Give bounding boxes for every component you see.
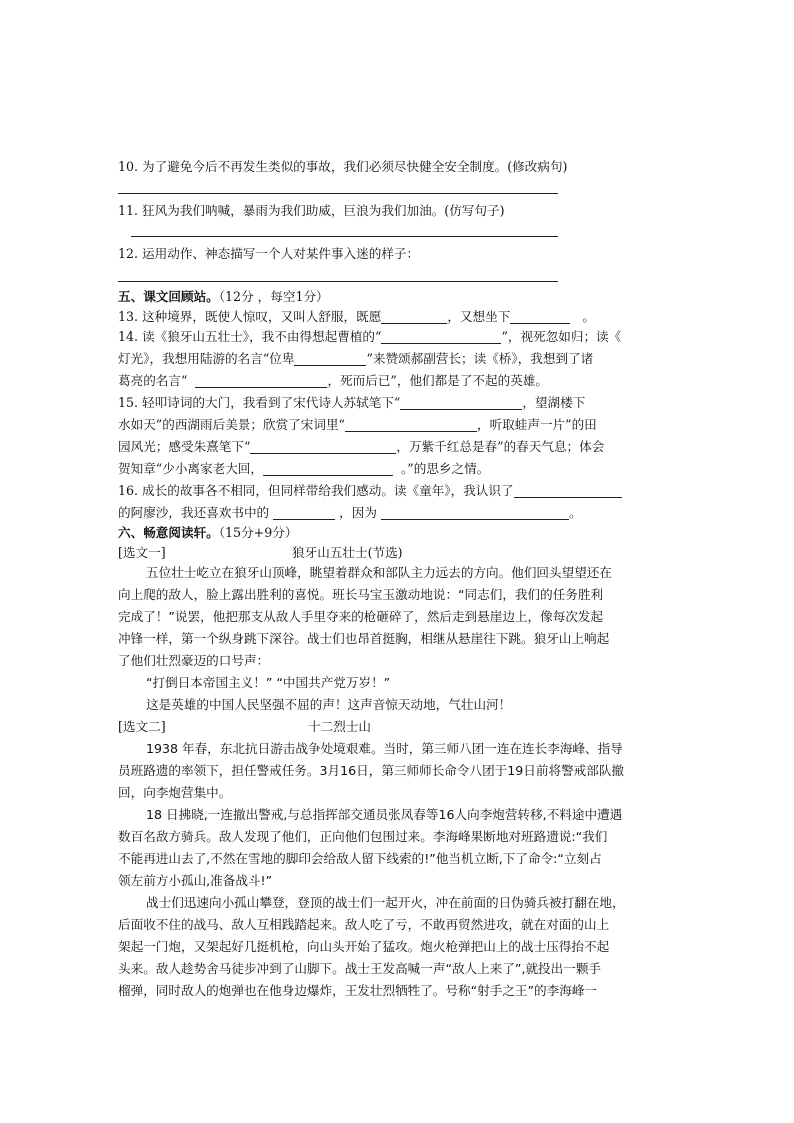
section-5-score: （12分 ，每空1分） <box>218 289 329 304</box>
q14-blank-2[interactable] <box>294 352 366 366</box>
q16-blank-2[interactable] <box>273 506 335 520</box>
answer-line-10[interactable] <box>118 193 558 194</box>
q15-text-4a: 贺知章“少小离家老大回， <box>118 461 263 476</box>
question-15-line-4 <box>118 460 489 478</box>
passage-2-p3-line-1: 战士们迅速向小孤山攀登，登顶的战士们一起开火，冲在前面的日伪骑兵被打翻在地， <box>146 895 625 910</box>
question-14-line-2 <box>118 350 593 368</box>
section-6-heading <box>118 524 297 542</box>
passage-1-line-4: 冲锋一样，第一个纵身跳下深谷。战士们也昂首挺胸，相继从悬崖往下跳。狼牙山上响起 <box>118 631 610 646</box>
q14-text-2b: ”来赞颂郝副营长；读《桥》，我想到了诸 <box>366 351 594 366</box>
passage-2-title: 十二烈士山 <box>308 719 371 734</box>
answer-line-11[interactable] <box>131 236 558 237</box>
passage-1-title-text: 狼牙山五壮士 <box>292 545 368 560</box>
question-10: 10. 为了避免今后不再发生类似的事故，我们必须尽快健全安全制度。(修改病句) <box>118 159 568 174</box>
q15-text-4b: 。”的思乡之情。 <box>401 461 490 476</box>
q13-blank-1[interactable] <box>381 310 447 324</box>
q13-text-b: ，又想坐下 <box>447 309 511 324</box>
passage-1-line-3: 完成了！”说罢，他把那支从敌人手里夺来的枪砸碎了，然后走到悬崖边上，像每次发起 <box>118 609 604 624</box>
q16-text-1a: 16. 成长的故事各不相同，但同样带给我们感动。读《童年》，我认识了 <box>118 483 514 498</box>
passage-2-p1-line-2: 员班路遗的率领下，担任警戒任务。3月16日，第三师师长命令八团于19日前将警戒部队撤 <box>118 763 625 778</box>
question-13 <box>118 308 595 326</box>
q14-blank-1[interactable] <box>381 330 501 344</box>
q15-blank-1[interactable] <box>400 396 522 410</box>
q15-blank-3[interactable] <box>250 440 396 454</box>
q15-text-2a: 水如天”的西湖雨后美景；欣赏了宋词里“ <box>118 417 345 432</box>
q16-text-2c: 。 <box>568 505 582 520</box>
q13-text-c: 。 <box>582 309 595 324</box>
q15-text-3b: ，万紫千红总是春”的春天气息；体会 <box>396 439 605 454</box>
passage-1-line-2: 向上爬的敌人，脸上露出胜利的喜悦。班长马宝玉激动地说：“同志们，我们的任务胜利 <box>118 587 604 602</box>
question-15-line-1 <box>118 394 585 412</box>
question-14-line-1 <box>118 328 621 346</box>
section-5-heading <box>118 288 329 306</box>
passage-2-p3-line-3: 架起一门炮，又架起好几挺机枪，向山头开始了猛攻。炮火枪弹把山上的战士压得抬不起 <box>118 939 610 954</box>
q15-text-1b: ，望湖楼下 <box>522 395 586 410</box>
question-15-line-2 <box>118 416 597 434</box>
q15-text-3a: 园风光；感受朱熹笔下“ <box>118 439 251 454</box>
q14-blank-3[interactable] <box>195 374 327 388</box>
question-16-line-1 <box>118 482 622 500</box>
passage-1-line-5: 了他们壮烈豪迈的口号声： <box>118 653 270 668</box>
section-5-title: 五、课文回顾站。 <box>118 289 219 304</box>
passage-2-p2-line-1: 18 日拂晓,一连撤出警戒,与总指挥部交通员张凤春等16人向李炮营转移,不料途中遭遇 <box>146 807 623 822</box>
passage-1-slogan: “打倒日本帝国主义！” “中国共产党万岁！” <box>146 675 391 690</box>
q14-text-2a: 灯光》，我想用陆游的名言“位卑 <box>118 351 295 366</box>
q13-blank-2[interactable] <box>510 310 570 324</box>
passage-2-p2-line-3: 不能再进山去了,不然在雪地的脚印会给敌人留下线索的!”他当机立断,下了命令:“立刻占 <box>118 851 602 866</box>
question-16-line-2 <box>118 504 582 522</box>
passage-1-title-note: (节选) <box>367 545 403 560</box>
q14-text-3b: ，死而后已”，他们都是了不起的英雄。 <box>327 373 548 388</box>
answer-line-12[interactable] <box>118 281 558 282</box>
passage-2-p2-line-4: 领左前方小孤山,准备战斗!” <box>118 873 273 888</box>
question-12: 12. 运用动作、神态描写一个人对某件事入迷的样子： <box>118 246 420 261</box>
passage-1-line-1: 五位壮士屹立在狼牙山顶峰，眺望着群众和部队主力远去的方向。他们回头望望还在 <box>146 565 612 580</box>
passage-2-p2-line-2: 数百名敌方骑兵。敌人发现了他们，正向他们包围过来。李海峰果断地对班路遗说:“我们 <box>118 829 608 844</box>
section-6-score: （15分+9分） <box>218 525 298 540</box>
q14-text-3a: 葛亮的名言“ <box>118 373 188 388</box>
q16-text-2b: ，因为 <box>339 505 377 520</box>
passage-2-p1-line-1: 1938 年春，东北抗日游击战争处境艰难。当时，第三师八团一连在连长李海峰、指导 <box>146 741 623 756</box>
q15-text-1a: 15. 轻叩诗词的大门，我看到了宋代诗人苏轼笔下“ <box>118 395 401 410</box>
passage-1-closing: 这是英雄的中国人民坚强不屈的声！这声音惊天动地，气壮山河！ <box>146 697 512 712</box>
question-11: 11. 狂风为我们呐喊，暴雨为我们助威，巨浪为我们加油。(仿写句子) <box>118 203 505 218</box>
passage-2-p3-line-2: 后面收不住的战马、敌人互相践踏起来。敌人吃了亏，不敢再贸然进攻，就在对面的山上 <box>118 917 610 932</box>
q16-text-2a: 的阿廖沙，我还喜欢书中的 <box>118 505 270 520</box>
section-6-title: 六、畅意阅读轩。 <box>118 525 219 540</box>
question-15-line-3 <box>118 438 604 456</box>
q16-blank-3[interactable] <box>381 506 569 520</box>
q15-blank-4[interactable] <box>263 462 393 476</box>
q15-blank-2[interactable] <box>345 418 477 432</box>
passage-1-title <box>292 544 403 562</box>
q15-text-2b: ，听取蛙声一片”的田 <box>476 417 597 432</box>
passage-2-p3-line-4: 头来。敌人趁势舍马徒步冲到了山脚下。战士王发高喊一声“敌人上来了”,就投出一颗手 <box>118 961 602 976</box>
passage-1-tag: [选文一] <box>118 545 166 560</box>
passage-2-p3-line-5: 榴弹，同时敌人的炮弹也在他身边爆炸，王发壮烈牺牲了。号称“射手之王”的李海峰一 <box>118 983 598 998</box>
q14-text-1b: ”，视死忽如归；读《 <box>501 329 622 344</box>
passage-2-tag: [选文二] <box>118 719 166 734</box>
q13-text-a: 13. 这种境界，既使人惊叹，又叫人舒服，既愿 <box>118 309 382 324</box>
q16-blank-1[interactable] <box>514 484 622 498</box>
question-14-line-3 <box>118 372 548 390</box>
q14-text-1a: 14. 读《狼牙山五壮士》，我不由得想起曹植的“ <box>118 329 382 344</box>
passage-2-p1-line-3: 回，向李炮营集中。 <box>118 785 232 800</box>
